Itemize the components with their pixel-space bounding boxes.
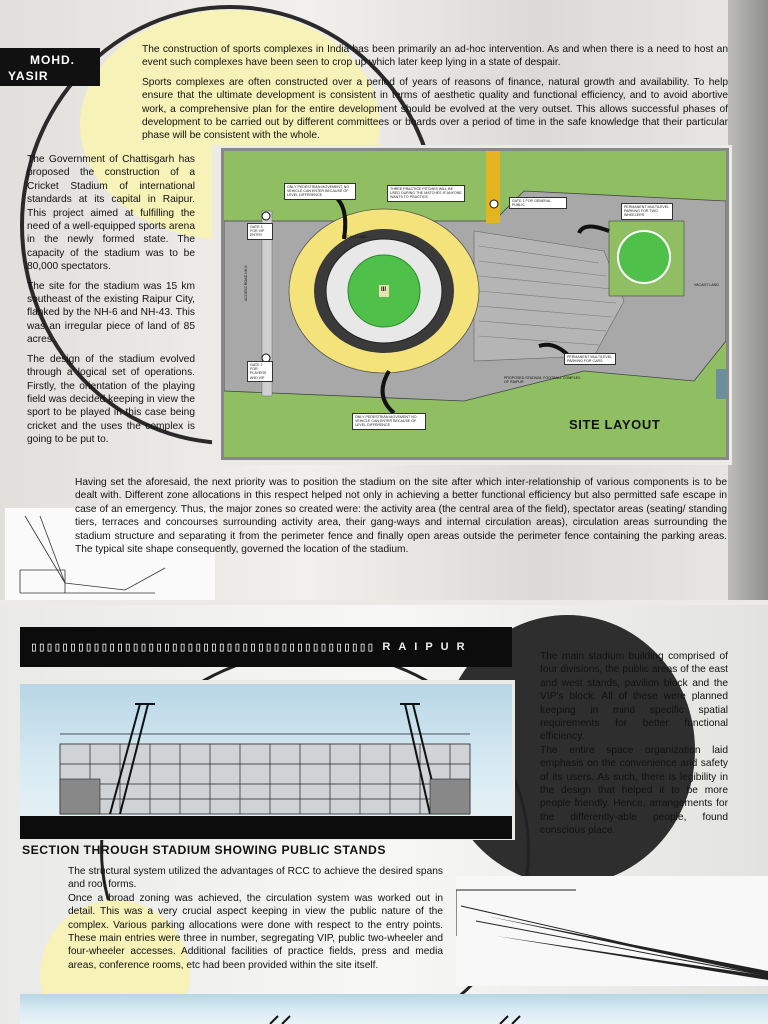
label-left-road: ACCESS ROAD NH-6 — [244, 265, 248, 301]
label-pitch: III — [381, 287, 387, 293]
author-name-box — [0, 48, 100, 86]
banner-glyphs: ▯▯▯▯▯▯▯▯▯▯▯▯▯▯▯▯▯▯▯▯▯▯▯▯▯▯▯▯▯▯▯▯▯▯▯▯▯▯▯▯▯▯▯▯ — [30, 639, 375, 655]
label-vip-parking: PERMANENT MULTILEVEL PARKING FOR CARS — [564, 353, 616, 365]
practice-ground — [618, 231, 670, 283]
right-building — [716, 369, 726, 399]
section-drawing — [20, 684, 512, 839]
label-gate-3: GATE 3 FOR VIP ENTRY — [247, 223, 273, 240]
site-layout-title: SITE LAYOUT — [569, 417, 661, 432]
middle-text — [75, 476, 727, 562]
site-layout-plan — [221, 148, 729, 460]
label-top-mid: THREE PRACTICE PITCHES WILL BE USED DURING THE MATCHES IF ANYONE WANTS TO PRACTICE — [387, 185, 465, 202]
access-road — [486, 151, 500, 223]
right-paragraph-2: The entire space organization laid emphasis on the convenience and safety of its users. As such, there is legibility in the design that helped it to be more people friendly. Hence, arrangements for the differently-able people, found conscious place. — [540, 744, 728, 837]
label-gate-2: GATE 2 FOR PLAYERS AND VIP — [247, 361, 273, 382]
banner-city: RAIPUR — [382, 641, 473, 653]
label-top-right: PERMANENT MULTILEVEL PARKING FOR TWO WHEELERS — [621, 203, 673, 220]
author-name-line2: YASIR — [8, 69, 49, 83]
section-title: SECTION THROUGH STADIUM SHOWING PUBLIC STANDS — [22, 843, 386, 857]
label-proposed: PROPOSED STADIUM, FOOTBALL COMPLEX OF RAIPUR — [504, 376, 581, 384]
label-vacant-land: VACANT LAND — [342, 235, 367, 239]
label-bottom: ONLY PEDESTRIAN MOVEMENT NO VEHICLE CAN ENTER BECAUSE OF LEVEL DIFFERENCE — [352, 413, 426, 430]
gate-1-marker — [490, 200, 498, 208]
gate-3-marker — [262, 212, 270, 220]
stand-structure — [60, 744, 470, 814]
right-paragraph-1: The main stadium building comprised of four divisions, the public areas of the east and west stands, pavilion block and the VIP’s block. All of these were planned keeping in mind specific spatial requirements for better functional efficiency. — [540, 651, 728, 743]
left-paragraph-2: The site for the stadium was 15 km southeast of the existing Raipur City, flanked by the NH-6 and NH-43. This was an irregular piece of land of 85 acres. — [27, 280, 195, 346]
end-block-left — [60, 779, 100, 814]
title-banner — [20, 627, 512, 667]
roof-sketch-right — [456, 876, 768, 986]
intro-text — [142, 43, 728, 149]
intro-paragraph-1: The construction of sports complexes in India has been primarily an ad-hoc intervention. As and when there is a need to host an event such complexes have been seen to crop up which later keep lying in a state of despair. — [142, 44, 728, 69]
label-vacant-land-right: VACANT LAND — [694, 283, 719, 287]
section-drawing-panel — [20, 684, 512, 839]
left-column-text — [27, 153, 195, 453]
label-top-left: ONLY PEDESTRIAN MOVEMENT, NO VEHICLE CAN ENTER BECAUSE OF LEVEL DIFFERENCE — [284, 183, 356, 200]
bottom-paragraph-2: Once a broad zoning was achieved, the circulation system was worked out in detail. This was a very crucial aspect keeping in view the public nature of the complex. Various parking allocations were done with respect to the entry points. These main entries were three in number, segregating VIP, public two-wheeler and four-wheeler accesses. Additional facilities of practice fields, press and media areas, conference rooms, etc had been provided within the site itself. — [68, 892, 443, 971]
left-paragraph-3: The design of the stadium evolved through a logical set of operations. Firstly, the orientation of the playing field was decided keeping in view the sport to be played in this case being cricket and the uses the complex is going to be put to. — [27, 353, 195, 446]
bottom-image-strip — [20, 994, 768, 1024]
bottom-paragraph-1: The structural system utilized the advantages of RCC to achieve the desired spans and roof forms. — [68, 866, 443, 891]
intro-paragraph-2: Sports complexes are often constructed over a period of years of reasons of finance, natural growth and availability. To help ensure that the ultimate development is consistent in terms of aesthetic quality and functional efficiency, and to avoid abortive work, a comprehensive plan for the entire development should be evolved at the very outset. This allows successful phases of development to be carried out by different committees or boards over a period of time in the safe knowledge that their particular phase will be consistent with the whole. — [142, 76, 728, 142]
left-paragraph-1: The Government of Chattisgarh has proposed the construction of a Cricket Stadium of international standards at its capital in Raipur. This project aimed at fulfilling the need of a well-equipped sports arena in the newly formed state. The capacity of the stadium was to be 80,000 spectators. — [27, 154, 195, 273]
label-gate-1: GATE 1 FOR GENERAL PUBLIC — [509, 197, 567, 209]
grunge-strip-right — [728, 0, 768, 600]
bottom-text — [68, 865, 443, 978]
end-block-right — [430, 779, 470, 814]
right-column-text — [540, 650, 728, 844]
bottom-masts — [20, 994, 768, 1024]
middle-paragraph: Having set the aforesaid, the next priority was to position the stadium on the site after which inter-relationship of various components is to be dealt with. Different zone allocations in this respect helped not only in achieving a better functional efficiency but also permitted safe escape in case of an emergency. Thus, the major zones so created were: the activity area (the central area of the field), spectator areas (seating/ standing tiers, terraces and concourses surrounding activity area, their gang-ways and internal circulation areas), circulation areas surrounding the stadium structure and separating it from the perimeter fence and finally open areas outside the perimeter fence containing the parking areas. The typical site shape consequently, governed the location of the stadium. — [75, 477, 727, 556]
author-name-line1: MOHD. — [30, 53, 75, 67]
